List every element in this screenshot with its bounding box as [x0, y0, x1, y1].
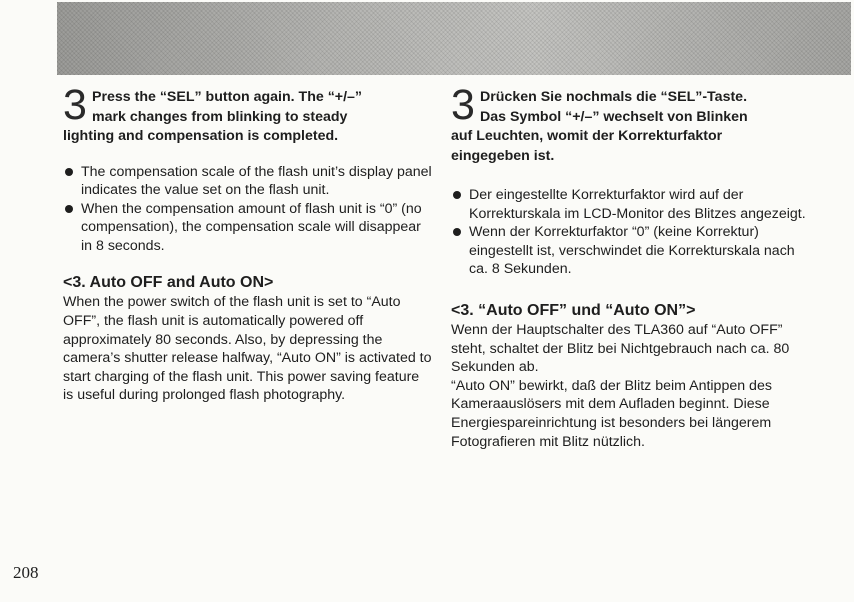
list-item: Der eingestellte Korrekturfaktor wird auf der Korrekturskala im LCD-Monitor des Blitzes angezeigt.: [451, 186, 811, 223]
list-item: Wenn der Korrekturfaktor “0” (keine Korrektur) eingestellt ist, verschwindet die Korrekturskala nach ca. 8 Sekunden.: [451, 223, 811, 279]
step-number: 3: [451, 81, 475, 129]
bullet-dot-icon: [65, 168, 73, 176]
german-paragraph: Wenn der Hauptschalter des TLA360 auf “Auto OFF” steht, schaltet der Blitz bei Nichtgebrauch nach ca. 80 Sekunden ab.: [451, 321, 790, 376]
header-banner: [57, 2, 851, 75]
list-item: When the compensation amount of flash unit is “0” (no compensation), the compensation scale will disappear in 8 seconds.: [63, 200, 433, 256]
step-number: 3: [63, 81, 87, 129]
step-line: auf Leuchten, womit der Korrekturfaktor: [451, 128, 723, 144]
english-step-3: [63, 81, 433, 147]
step-line: Das Symbol “+/–” wechselt von Blinken: [480, 108, 748, 125]
step-line: Press the “SEL” button again. The “+/–”: [92, 89, 363, 105]
english-column: [63, 81, 433, 405]
list-item: The compensation scale of the flash unit’s display panel indicates the value set on the flash unit.: [63, 163, 433, 200]
step-line: Drücken Sie nochmals die “SEL”-Taste.: [480, 89, 748, 105]
german-step-3: [451, 81, 811, 166]
step-line: mark changes from blinking to steady: [92, 108, 348, 125]
german-bullet-list: [451, 186, 811, 279]
english-bullet-list: [63, 163, 433, 256]
step-line: lighting and compensation is completed.: [63, 128, 339, 144]
bullet-dot-icon: [453, 191, 461, 199]
step-line: eingegeben ist.: [451, 147, 555, 164]
english-paragraph: When the power switch of the flash unit is set to “Auto OFF”, the flash unit is automatically powered off approximately 80 seconds. Also, by depressing the camera’s shutter release halfway, “Auto ON” is activated to start charging of the flash unit. This power saving feature is useful during prolonged flash photography.: [63, 294, 432, 404]
german-section-title: <3. “Auto OFF” und “Auto ON”>: [451, 301, 696, 319]
german-paragraph: “Auto ON” bewirkt, daß der Blitz beim Antippen des Kameraauslösers mit dem Aufladen beginnt. Diese Energiespareinrichtung ist besonders bei längerem Fotografieren mit Blitz nützlich.: [451, 377, 772, 450]
bullet-dot-icon: [65, 205, 73, 213]
german-column: [451, 81, 811, 451]
english-section-title: <3. Auto OFF and Auto ON>: [63, 274, 274, 292]
bullet-dot-icon: [453, 228, 461, 236]
page-number: 208: [13, 563, 39, 582]
